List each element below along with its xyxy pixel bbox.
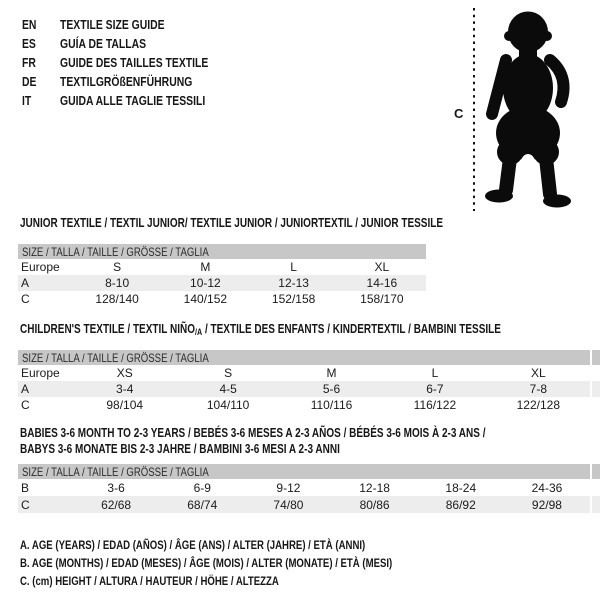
cell: 122/128 [516, 398, 561, 412]
lang-code [22, 91, 60, 110]
lang-label [60, 34, 168, 53]
cell: 18-24 [445, 480, 477, 495]
table-row [18, 381, 590, 397]
cell: 4-5 [219, 382, 237, 396]
cell: 116/122 [413, 398, 457, 412]
lang-row-it [22, 91, 245, 110]
cell: 128/140 [95, 292, 139, 306]
junior-title-text: JUNIOR TEXTILE / TEXTIL JUNIOR/ TEXTILE JUNIOR / JUNIORTEXTIL / JUNIOR TESSILE [20, 216, 444, 230]
footnotes [20, 536, 485, 590]
table-row [18, 397, 590, 413]
column-header: L [290, 260, 297, 274]
footnote-a: A. AGE (YEARS) / EDAD (AÑOS) / ÂGE (ANS) / ALTER (JAHRE) / ETÀ (ANNI) [20, 538, 366, 552]
children-title-text [20, 322, 501, 337]
column-header: M [326, 366, 337, 380]
column-header: L [431, 366, 439, 380]
cell: 24-36 [531, 480, 563, 495]
table-cut-edge [592, 496, 600, 513]
lang-row-de [22, 72, 245, 91]
row-label: A [21, 382, 30, 396]
cell: 9-12 [276, 480, 301, 495]
cell: 12-13 [278, 276, 309, 290]
children-title-subscript: /A [194, 327, 203, 337]
lang-row-en [22, 15, 245, 34]
figure-c-label: C [454, 106, 464, 121]
lang-code-text: EN [22, 17, 37, 32]
row-label: A [21, 276, 30, 290]
table-row [18, 275, 426, 291]
column-header: M [200, 260, 211, 274]
cell: 74/80 [273, 497, 304, 512]
cell: 104/110 [206, 398, 250, 412]
table-row [18, 496, 590, 513]
row-label: B [21, 480, 30, 495]
size-header-text: SIZE / TALLA / TAILLE / GRÖSSE / TAGLIA [22, 244, 209, 259]
table-header-row [18, 365, 590, 381]
size-header-bar [18, 464, 590, 479]
size-header-text: SIZE / TALLA / TAILLE / GRÖSSE / TAGLIA [22, 464, 209, 479]
lang-code-text: IT [22, 93, 32, 108]
lang-code [22, 15, 60, 34]
babies-title-line2: BABYS 3-6 MONATE BIS 2-3 JAHRE / BAMBINI 3-6 MESI A 2-3 ANNI [20, 442, 340, 456]
table-header-row [18, 259, 426, 275]
cell: 152/158 [271, 292, 316, 306]
cell: 14-16 [366, 276, 398, 290]
lang-code-text: DE [22, 74, 37, 89]
table-cut-edge [592, 350, 600, 365]
row-label: C [21, 497, 30, 512]
column-header: XL [530, 366, 546, 380]
lang-code [22, 34, 60, 53]
lang-code-text: FR [22, 55, 36, 70]
cell: 68/74 [187, 497, 218, 512]
cell: 92/98 [531, 497, 562, 512]
table-cut-edge [592, 464, 600, 479]
size-header-text: SIZE / TALLA / TAILLE / GRÖSSE / TAGLIA [22, 350, 209, 365]
junior-size-table [18, 244, 426, 307]
lang-label-text: TEXTILE SIZE GUIDE [60, 17, 165, 32]
cell: 6-7 [426, 382, 444, 396]
lang-label-text: GUIDE DES TAILLES TEXTILE [60, 55, 209, 70]
children-title-rest: / TEXTILE DES ENFANTS / KINDERTEXTIL / BAMBINI TESSILE [202, 322, 501, 336]
column-header: S [113, 260, 122, 274]
junior-section-title [20, 216, 549, 230]
cell: 98/104 [106, 398, 144, 412]
baby-silhouette [485, 12, 571, 208]
column-header: XL [374, 260, 390, 274]
size-header-bar [18, 244, 426, 259]
cell: 140/152 [183, 292, 228, 306]
column-header: S [224, 366, 233, 380]
row-label: C [21, 398, 30, 412]
lang-label [60, 15, 191, 34]
children-size-table [18, 350, 590, 413]
lang-label-text: GUIDA ALLE TAGLIE TESSILI [60, 93, 206, 108]
lang-row-fr [22, 53, 245, 72]
children-section-title [20, 322, 600, 337]
cell: 62/68 [101, 497, 132, 512]
cell: 7-8 [529, 382, 547, 396]
lang-label [60, 53, 245, 72]
cell: 3-6 [107, 480, 125, 495]
language-list [22, 15, 245, 110]
cell: 6-9 [193, 480, 211, 495]
cell: 158/170 [360, 292, 404, 306]
lang-code-text: ES [22, 36, 36, 51]
lang-row-es [22, 34, 245, 53]
footnote-c: C. (cm) HEIGHT / ALTURA / HAUTEUR / HÖHE / ALTEZZA [20, 574, 279, 588]
cell: 80/86 [359, 497, 390, 512]
column-header: XS [116, 366, 133, 380]
babies-section-title [20, 425, 600, 457]
table-row [18, 291, 426, 307]
row-label: C [21, 292, 30, 306]
column-header: Europe [21, 366, 60, 380]
size-header-bar [18, 350, 590, 365]
table-row [18, 479, 590, 496]
lang-label [60, 91, 242, 110]
cell: 8-10 [105, 276, 130, 290]
cell: 12-18 [359, 480, 390, 495]
lang-label-text: GUÍA DE TALLAS [60, 36, 147, 51]
table-cut-edge [592, 381, 600, 397]
cell: 10-12 [190, 276, 221, 290]
lang-code [22, 53, 60, 72]
cell: 5-6 [322, 382, 341, 396]
babies-size-table [18, 464, 590, 513]
lang-code [22, 72, 60, 91]
children-title-main: CHILDREN'S TEXTILE / TEXTIL NIÑO [20, 322, 195, 336]
cell: 3-4 [116, 382, 134, 396]
lang-label-text: TEXTILGRÖßENFÜHRUNG [60, 74, 193, 89]
cell: 110/116 [310, 398, 353, 412]
lang-label [60, 72, 225, 91]
babies-title-line1: BABIES 3-6 MONTH TO 2-3 YEARS / BEBÉS 3-6 MESES A 2-3 AÑOS / BÉBÉS 3-6 MOIS À 2-3 ANS / [20, 426, 486, 440]
footnote-b: B. AGE (MONTHS) / EDAD (MESES) / ÂGE (MOIS) / ALTER (MONATE) / ETÀ (MESI) [20, 556, 393, 570]
column-header: Europe [21, 260, 60, 274]
cell: 86/92 [445, 497, 476, 512]
